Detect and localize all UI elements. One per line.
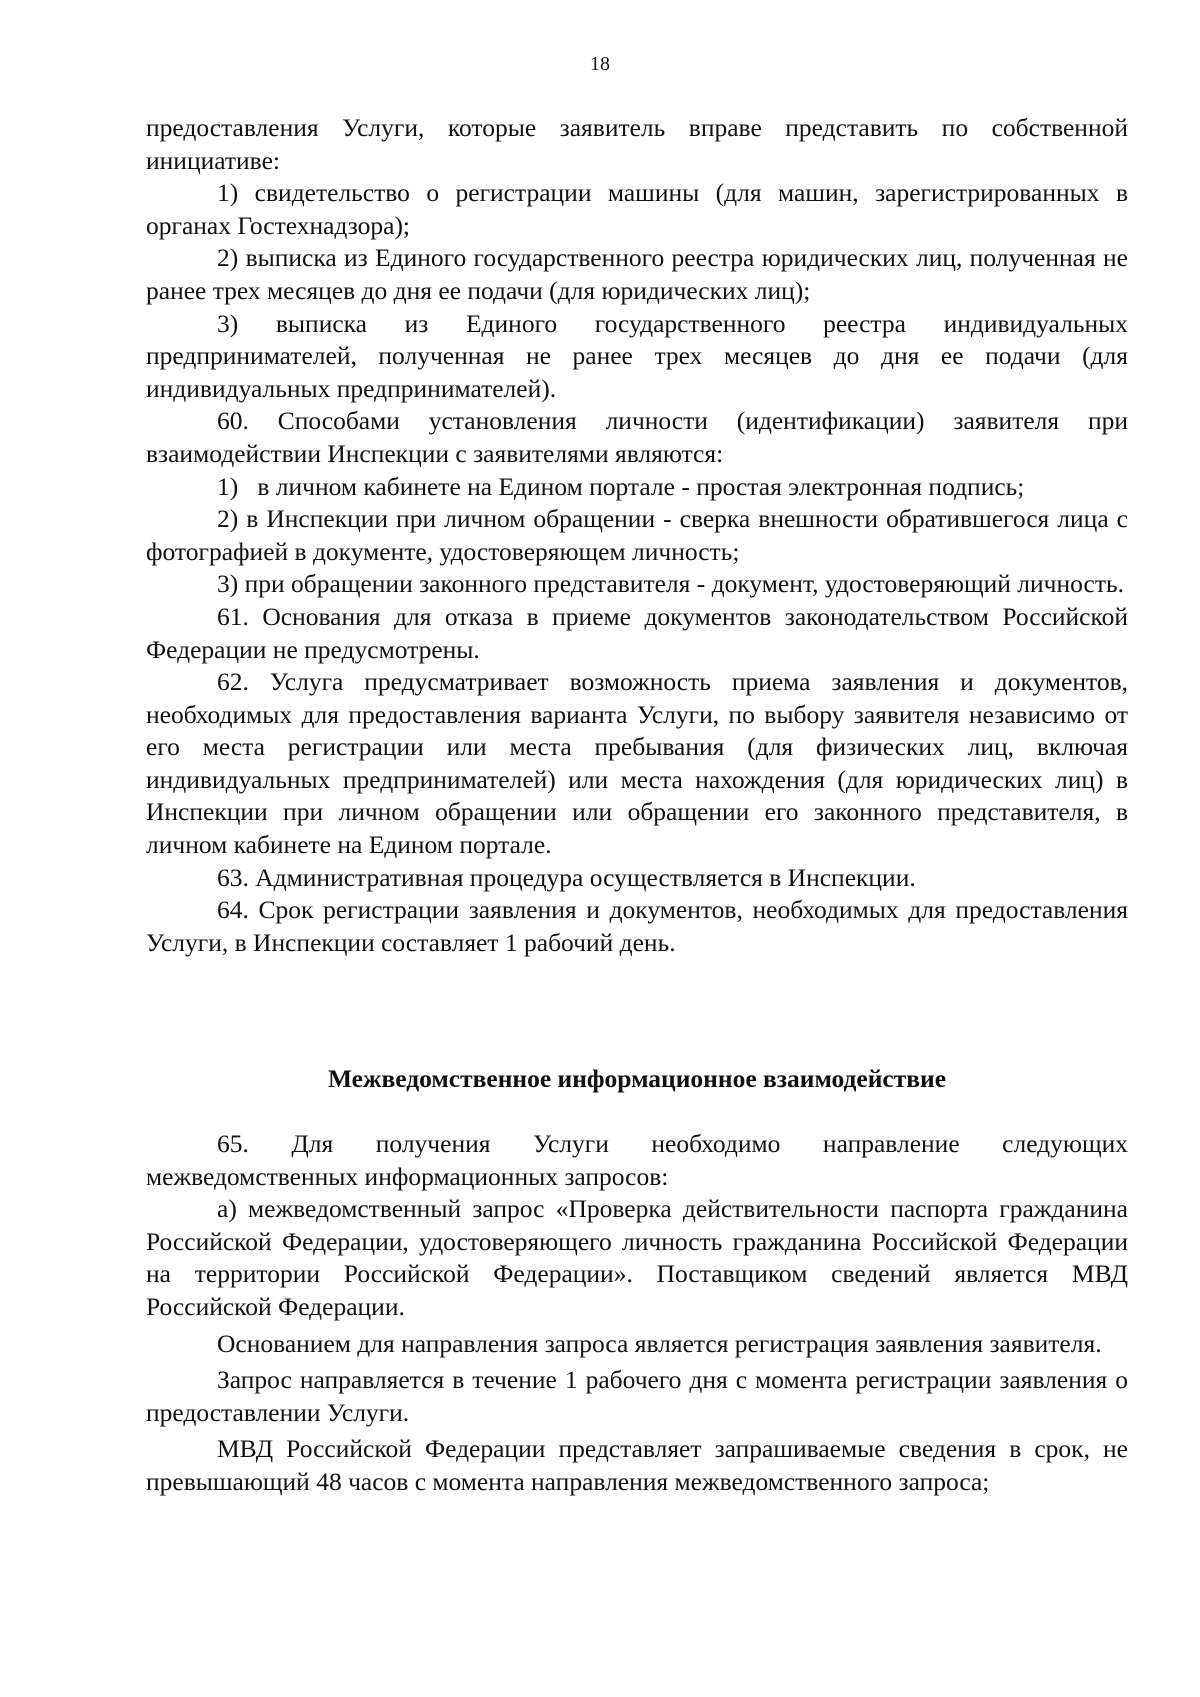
paragraph: 62. Услуга предусматривает возможность приема заявления и документов, необходимых для предоставления варианта Услуги, по выбору заявителя независимо от его места регистрации или места пребывания (для физических лиц, включая индивидуальных предпринимателей) или места нахождения (для юридических лиц) в Инспекции при личном обращении или обращении его законного представителя, в личном кабинете на Едином портале. bbox=[146, 667, 1128, 860]
paragraph: предоставления Услуги, которые заявитель вправе представить по собственной инициативе: bbox=[146, 113, 1128, 175]
paragraph: Запрос направляется в течение 1 рабочего дня с момента регистрации заявления о предоставлении Услуги. bbox=[146, 1365, 1128, 1427]
paragraph: 2) в Инспекции при личном обращении - сверка внешности обратившегося лица с фотографией в документе, удостоверяющем личность; bbox=[146, 504, 1128, 566]
paragraph: а) межведомственный запрос «Проверка действительности паспорта гражданина Российской Федерации, удостоверяющего личность гражданина Российской Федерации на территории Российской Федерации». Поставщиком сведений является МВД Российской Федерации. bbox=[146, 1194, 1128, 1321]
body-text-bottom bbox=[146, 1128, 1128, 1499]
body-text-top bbox=[146, 112, 1128, 959]
paragraph: 2) выписка из Единого государственного реестра юридических лиц, полученная не ранее трех месяцев до дня ее подачи (для юридических лиц); bbox=[146, 243, 1128, 305]
section-heading: Межведомственное информационное взаимодействие bbox=[327, 1064, 947, 1093]
paragraph: 3) выписка из Единого государственного реестра индивидуальных предпринимателей, полученная не ранее трех месяцев до дня ее подачи (для индивидуальных предпринимателей). bbox=[146, 308, 1128, 403]
paragraph: 61. Основания для отказа в приеме документов законодательством Российской Федерации не предусмотрены. bbox=[146, 601, 1128, 664]
paragraph: МВД Российской Федерации представляет запрашиваемые сведения в срок, не превышающий 48 часов с момента направления межведомственного запроса; bbox=[146, 1434, 1128, 1496]
paragraph: 1) в личном кабинете на Едином портале - простая электронная подпись; bbox=[217, 471, 1025, 501]
paragraph: 64. Срок регистрации заявления и документов, необходимых для предоставления Услуги, в Инспекции составляет 1 рабочий день. bbox=[146, 895, 1128, 957]
paragraph: 65. Для получения Услуги необходимо направление следующих межведомственных информационных запросов: bbox=[146, 1129, 1128, 1191]
paragraph: 1) свидетельство о регистрации машины (для машин, зарегистрированных в органах Гостехнадзора); bbox=[146, 178, 1128, 240]
paragraph: 3) при обращении законного представителя - документ, удостоверяющий личность. bbox=[217, 569, 1124, 599]
paragraph: 60. Способами установления личности (идентификации) заявителя при взаимодействии Инспекции с заявителями являются: bbox=[146, 406, 1128, 468]
paragraph: Основанием для направления запроса является регистрация заявления заявителя. bbox=[217, 1328, 1102, 1358]
page-number: 18 bbox=[590, 53, 610, 75]
paragraph: 63. Административная процедура осуществляется в Инспекции. bbox=[217, 862, 916, 892]
